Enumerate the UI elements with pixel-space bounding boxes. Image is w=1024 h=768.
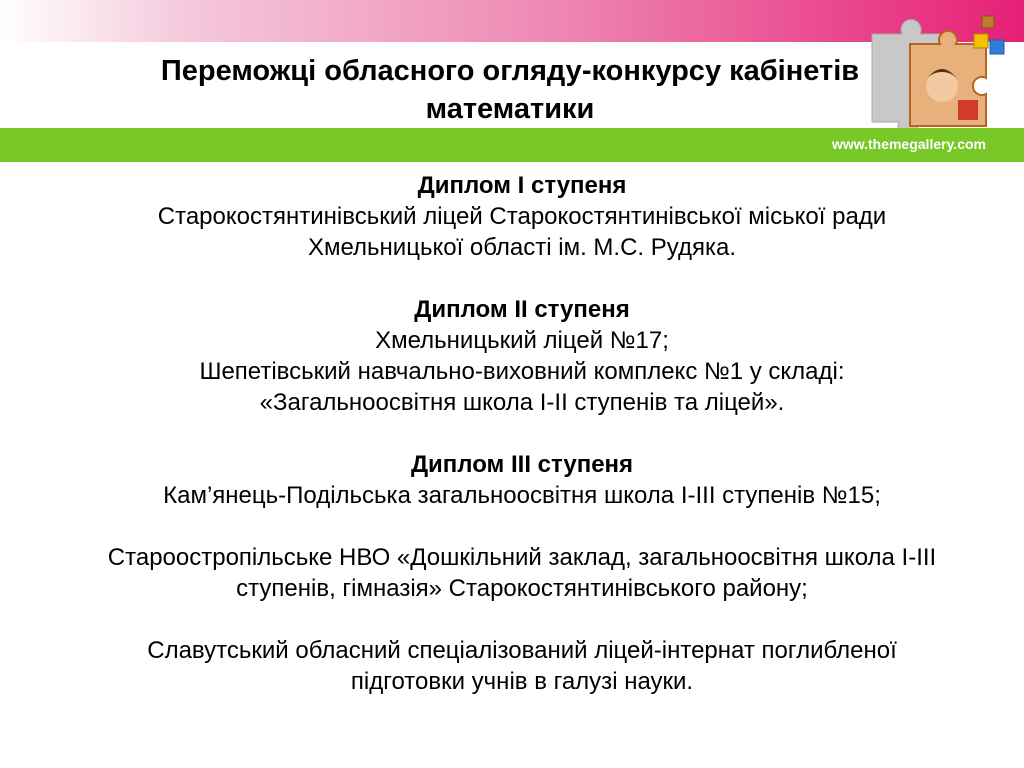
diploma-3-line: Кам’янець-Подільська загальноосвітня школа І-ІІІ ступенів №15; — [163, 482, 881, 509]
spacer — [20, 511, 1024, 542]
diploma-1-line: Хмельницької області ім. М.С. Рудяка. — [307, 234, 737, 261]
diploma-2-heading: Диплом ІІ ступеня — [414, 296, 630, 323]
small-piece-brown — [982, 16, 994, 28]
diploma-3-line: підготовки учнів в галузі науки. — [350, 668, 694, 695]
diploma-2-line: Шепетівський навчально-виховний комплекс №1 у складі: — [199, 358, 845, 385]
slide-title: Переможці обласного огляду-конкурсу кабінетів математики — [160, 55, 860, 125]
diploma-2-line: «Загальноосвітня школа І-ІІ ступенів та ліцей». — [259, 389, 785, 416]
diploma-list — [20, 170, 1024, 697]
diploma-2-line: Хмельницький ліцей №17; — [375, 327, 669, 354]
spacer — [20, 604, 1024, 635]
website-url: www.themegallery.com — [831, 136, 986, 152]
diploma-3-line: ступенів, гімназія» Старокостянтинівського району; — [236, 575, 808, 602]
diploma-1-line: Старокостянтинівський ліцей Старокостянтинівської міської ради — [157, 203, 887, 230]
diploma-1-heading: Диплом І ступеня — [417, 172, 627, 199]
red-accent — [958, 100, 978, 120]
diploma-3-line: Славутський обласний спеціалізований ліцей-інтернат поглибленої — [147, 637, 897, 664]
small-piece-yellow — [974, 34, 988, 48]
diploma-3-line: Староостропільське НВО «Дошкільний заклад, загальноосвітня школа І-ІІІ — [107, 544, 937, 571]
diploma-3-heading: Диплом ІІІ ступеня — [410, 451, 634, 478]
small-piece-blue — [990, 40, 1004, 54]
spacer — [20, 263, 1024, 294]
spacer — [20, 418, 1024, 449]
